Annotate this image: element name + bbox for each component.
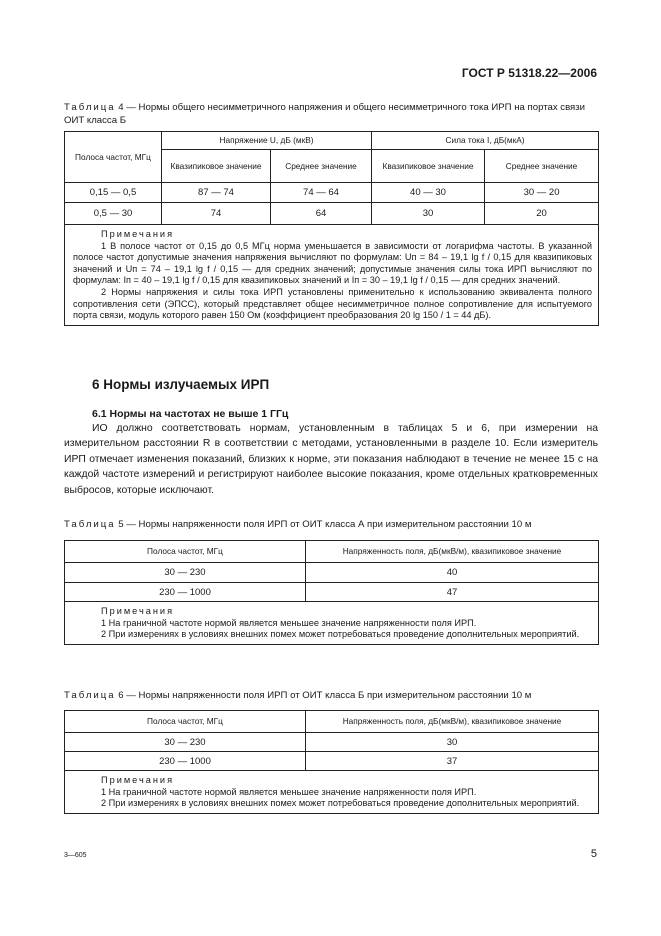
table4-cell-v-avg: 64 [271,203,372,225]
table4-header-current-avg: Среднее значение [485,150,599,183]
table4 [64,131,599,326]
table4-caption-word: Таблица [64,102,116,113]
table4-header-voltage-avg: Среднее значение [271,150,372,183]
table4-header-voltage-qp: Квазипиковое значение [162,150,271,183]
table6-note-1: 1 На граничной частоте нормой является меньшее значение напряженности поля ИРП. [101,786,477,797]
standard-number: ГОСТ Р 51318.22—2006 [461,66,597,80]
table4-cell-v-avg: 74 — 64 [271,183,372,203]
table4-note-2: 2 Нормы напряжения и силы тока ИРП установлены применительно к использованию эквивалента полного сопротивления сети (ЭПСС), который представляет общее несимметричное полное сопротивление для испытуемого порта связи, модуль которого равен 150 Ом (коэффициент преобразования 20 lg 150 / 1 = 44 дБ). [73,286,593,321]
table6-header-band: Полоса частот, МГц [65,711,306,733]
table4-cell-band: 0,5 — 30 [65,203,162,225]
table6-cell-value: 37 [306,752,599,771]
table6-caption-text: 6 — Нормы напряженности поля ИРП от ОИТ класса Б при измерительном расстоянии 10 м [115,690,532,701]
table4-header-current: Сила тока I, дБ(мкА) [372,132,599,150]
table5-header-band: Полоса частот, МГц [65,541,306,563]
table6-caption-word: Таблица [64,690,116,701]
table5-note-2: 2 При измерениях в условиях внешних помех может потребоваться проведение дополнительных мероприятий. [101,629,580,640]
table5 [64,540,599,645]
section-body [64,421,598,498]
print-mark: 3—605 [64,852,87,859]
table4-cell-i-avg: 30 — 20 [485,183,599,203]
page-number: 5 [590,848,597,860]
section-title: 6 Нормы излучаемых ИРП [92,377,270,392]
table4-notes [65,225,599,326]
table4-cell-v-qp: 74 [162,203,271,225]
table-row [65,733,599,752]
table4-cell-i-qp: 40 — 30 [372,183,485,203]
table6-caption [64,689,602,702]
table5-notes [65,602,599,645]
section-paragraph: ИО должно соответствовать нормам, установленным в таблицах 5 и 6, при измерении на измерительном расстоянии R в соответствии с методами, установленными в разделе 10. Если измеритель ИРП отмечает изменения показаний, близких к норме, эти показания наблюдают в течение не менее 15 с на каждой частоте измерений и регистрируют наиболее высокие показания, кроме отдельных кратковременных выбросов, которые исключают. [64,423,598,496]
table5-caption [64,518,602,531]
table6-notes [65,771,599,814]
table5-cell-band: 30 — 230 [65,563,306,583]
table6-header-value: Напряженность поля, дБ(мкВ/м), квазипиковое значение [306,711,599,733]
table5-cell-value: 47 [306,583,599,602]
table-row [65,563,599,583]
table5-caption-text: 5 — Нормы напряженности поля ИРП от ОИТ класса А при измерительном расстоянии 10 м [115,519,532,530]
table4-header-current-qp: Квазипиковое значение [372,150,485,183]
table4-header-band: Полоса частот, МГц [65,132,162,183]
table4-cell-i-avg: 20 [485,203,599,225]
table4-cell-band: 0,15 — 0,5 [65,183,162,203]
table4-note-1: 1 В полосе частот от 0,15 до 0,5 МГц норма уменьшается в зависимости от логарифма частоты. В указанной полосе частот допустимые значения напряжения вычисляют по формулам: Uп = 84 – 19,1 lg f / 0,15 для квазипиковых значений и Uп = 74 – 19,1 lg f / 0,15 — для средних значений; допустимые значения силы тока ИРП вычисляют по формулам: Iп = 40 – 19,1 lg f / 0,15 для квазипиковых значений и Iп = 30 – 19,1 lg f / 0,15 — для средних значений. [73,240,593,286]
table5-notes-title: Примечания [101,606,175,616]
table5-caption-word: Таблица [64,519,116,530]
table5-note-1: 1 На граничной частоте нормой является меньшее значение напряженности поля ИРП. [101,617,477,628]
table6-cell-band: 230 — 1000 [65,752,306,771]
table5-header-value: Напряженность поля, дБ(мкВ/м), квазипиковое значение [306,541,599,563]
subsection-title: 6.1 Нормы на частотах не выше 1 ГГц [92,408,289,420]
table4-notes-title: Примечания [101,229,175,239]
table5-cell-value: 40 [306,563,599,583]
table6-cell-band: 30 — 230 [65,733,306,752]
table4-caption [64,101,602,127]
table-row [65,183,599,203]
table4-header-voltage: Напряжение U, дБ (мкВ) [162,132,372,150]
table-row [65,583,599,602]
table4-cell-v-qp: 87 — 74 [162,183,271,203]
table5-cell-band: 230 — 1000 [65,583,306,602]
table6-cell-value: 30 [306,733,599,752]
table6 [64,710,599,814]
table6-note-2: 2 При измерениях в условиях внешних помех может потребоваться проведение дополнительных мероприятий. [101,798,580,809]
table6-notes-title: Примечания [101,775,175,785]
table4-cell-i-qp: 30 [372,203,485,225]
table-row [65,752,599,771]
table4-caption-text: 4 — Нормы общего несимметричного напряжения и общего несимметричного тока ИРП на портах связи ОИТ класса Б [64,102,586,126]
table-row [65,203,599,225]
